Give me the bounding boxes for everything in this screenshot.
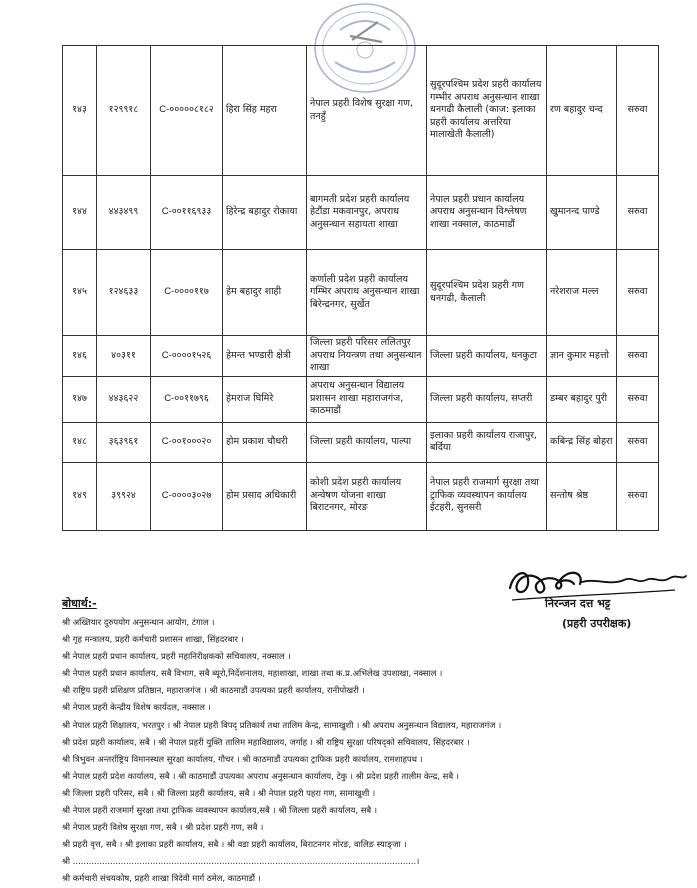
code-id-cell: C-००१०००२० — [151, 422, 223, 462]
cc-recipient-line: श्री राष्ट्रिय प्रहरी प्रशिक्षण प्रतिष्ठान, महाराजगंज । श्री काठमाडौं उपत्यका प्रहरी कार्यालय, रानीपोखरी । — [62, 685, 365, 696]
current-office-cell: अपराध अनुसन्धान विद्यालय प्रशासन शाखा महाराजगंज, काठमाडौं — [307, 376, 427, 422]
table-row — [63, 250, 659, 336]
cc-recipient-line: श्री नेपाल प्रहरी राजमार्ग सुरक्षा तथा ट्राफिक व्यवस्थापन कार्यालय,सबै । श्री जिल्ला प्रहरी कार्यालय, सबै । — [62, 805, 377, 816]
serial-number-cell: १४८ — [63, 422, 97, 462]
replacement-cell: खुमानन्द पाण्डे — [547, 176, 617, 250]
new-office-cell: सुदूरपश्चिम प्रदेश प्रहरी कार्यालय गम्भीर अपराध अनुसन्धान शाखा धनगढी कैलाली (काज: इलाका प्रहरी कार्यालय अत्तरिया मालाखेती कैलाली) — [427, 46, 547, 176]
remark-cell: सरुवा — [617, 376, 659, 422]
replacement-cell: सन्तोष श्रेष्ठ — [547, 462, 617, 530]
name-cell: हेमराज घिमिरे — [223, 376, 307, 422]
current-office-cell: बागमती प्रदेश प्रहरी कार्यालय हेटौंडा मकवानपुर, अपराध अनुसन्धान सहायता शाखा — [307, 176, 427, 250]
cc-recipient-line: श्री जिल्ला प्रहरी परिसर, सबै । श्री जिल्ला प्रहरी कार्यालय, सबै । श्री नेपाल प्रहरी पहरा गण, सामाखुशी । — [62, 787, 376, 798]
police-number-cell: ४०३११ — [97, 336, 151, 377]
replacement-cell: कबिन्द्र सिंह बोहरा — [547, 422, 617, 462]
current-office-cell: कर्णाली प्रदेश प्रहरी कार्यालय गम्भिर अपराध अनुसन्धान शाखा बिरेन्द्रनगर, सुर्खेत — [307, 250, 427, 336]
code-id-cell: C-०००००८१८२ — [151, 46, 223, 176]
cc-heading: बोधार्थ:- — [62, 597, 97, 610]
cc-recipient-line: श्री नेपाल प्रहरी प्रदेश कार्यालय, सबै । श्री काठमाडौं उपत्यका अपराध अनुसन्धान कार्यालय, टेकु । श्री प्रदेश प्रहरी तालीम केन्द्र, सबै । — [62, 770, 459, 781]
code-id-cell: C-००००११७ — [151, 250, 223, 336]
serial-number-cell: १४५ — [63, 250, 97, 336]
code-id-cell: C-००००१५२६ — [151, 336, 223, 377]
new-office-cell: नेपाल प्रहरी राजमार्ग सुरक्षा तथा ट्राफिक व्यवस्थापन कार्यालय ईटहरी, सुनसरी — [427, 462, 547, 530]
table-row — [63, 462, 659, 530]
serial-number-cell: १४६ — [63, 336, 97, 377]
name-cell: होम प्रकाश चौधरी — [223, 422, 307, 462]
remark-cell: सरुवा — [617, 462, 659, 530]
name-cell: हिरेन्द्र बहादुर रोकाया — [223, 176, 307, 250]
cc-recipient-line: श्री नेपाल प्रहरी विशेष सुरक्षा गण, सबै । श्री प्रदेश प्रहरी गण, सबै । — [62, 822, 264, 833]
serial-number-cell: १४३ — [63, 46, 97, 176]
name-cell: हिरा सिंह महरा — [223, 46, 307, 176]
replacement-cell: रण बहादुर चन्द — [547, 46, 617, 176]
new-office-cell: नेपाल प्रहरी प्रधान कार्यालय अपराध अनुसन्धान विश्लेषण शाखा नक्साल, काठमाडौं — [427, 176, 547, 250]
cc-recipient-line: श्री अख्तियार दुरुपयोग अनुसन्धान आयोग, टंगाल । — [62, 617, 215, 627]
cc-recipient-line: श्री प्रहरी वृत्त, सबै । श्री इलाका प्रहरी कार्यालय, सबै । श्री वडा प्रहरी कार्यालय, बिराटनगर मोरङ, वालिङ स्याङ्जा । — [62, 839, 407, 850]
code-id-cell: C-००११६९३३ — [151, 176, 223, 250]
police-number-cell: ३९९२४ — [97, 462, 151, 530]
replacement-cell: डम्बर बहादुर पुरी — [547, 376, 617, 422]
new-office-cell: जिल्ला प्रहरी कार्यालय, सप्तरी — [427, 376, 547, 422]
new-office-cell: जिल्ला प्रहरी कार्यालय, धनकुटा — [427, 336, 547, 377]
name-cell: हेमन्त भण्डारी क्षेत्री — [223, 336, 307, 377]
serial-number-cell: १४७ — [63, 376, 97, 422]
remark-cell: सरुवा — [617, 336, 659, 377]
table-row — [63, 422, 659, 462]
remark-cell: सरुवा — [617, 46, 659, 176]
police-number-cell: ४४३६२२ — [97, 376, 151, 422]
name-cell: हेम बहादुर शाही — [223, 250, 307, 336]
current-office-cell: जिल्ला प्रहरी कार्यालय, पाल्पा — [307, 422, 427, 462]
current-office-cell: कोशी प्रदेश प्रहरी कार्यालय अन्वेषण योजना शाखा बिराटनगर, मोरङ — [307, 462, 427, 530]
cc-recipient-line: श्री नेपाल प्रहरी प्रधान कार्यालय, सबै विभाग, सबै ब्यूरो,निर्देशनालय, महाशाखा, शाखा तथा क.प्र.अभिलेख उपशाखा, नक्साल । — [62, 668, 443, 679]
current-office-cell: जिल्ला प्रहरी परिसर ललितपुर अपराध नियन्त्रण तथा अनुसन्धान शाखा — [307, 336, 427, 377]
serial-number-cell: १४९ — [63, 462, 97, 530]
code-id-cell: C-००००३०२७ — [151, 462, 223, 530]
name-cell: होम प्रसाद अधिकारी — [223, 462, 307, 530]
new-office-cell: इलाका प्रहरी कार्यालय राजापुर, बर्दिया — [427, 422, 547, 462]
police-number-cell: ४४३४९९ — [97, 176, 151, 250]
table-row — [63, 176, 659, 250]
replacement-cell: ज्ञान कुमार महत्तो — [547, 336, 617, 377]
code-id-cell: C-००११७९६ — [151, 376, 223, 422]
replacement-cell: नरेशराज मल्ल — [547, 250, 617, 336]
transfer-table — [62, 45, 659, 531]
cc-recipient-line: श्री प्रदेश प्रहरी कार्यालय, सबै । श्री नेपाल प्रहरी युक्ति तालिम महाविद्यालय, जर्गाह । श्री राष्ट्रिय सुरक्षा परिषद्को सचिवालय, सिंहदरबार । — [62, 736, 470, 747]
current-office-cell: नेपाल प्रहरी विशेष सुरक्षा गण, तनहुँ — [307, 46, 427, 176]
cc-recipient-line: श्री .................................................................................................................................। — [62, 856, 420, 867]
cc-recipient-line: श्री नेपाल प्रहरी प्रधान कार्यालय, प्रहरी महानिरीक्षकको सचिवालय, नक्साल । — [62, 651, 291, 662]
police-number-cell: ३६३९६१ — [97, 422, 151, 462]
signer-title: (प्रहरी उपरीक्षक) — [562, 617, 632, 630]
cc-recipient-line: श्री कर्मचारी संचयकोष, प्रहरी शाखा त्रिदेवी मार्ग ठमेल, काठमाडौं । — [62, 873, 261, 884]
remark-cell: सरुवा — [617, 250, 659, 336]
remark-cell: सरुवा — [617, 176, 659, 250]
cc-recipient-line: श्री नेपाल प्रहरी शिक्षालय, भरतपुर । श्री नेपाल प्रहरी विपद् प्रतिकार्य तथा तालिम केन्द्र, सामाखुशी । श्री अपराध अनुसन्धान विद्यालय, महाराजगंज । — [62, 719, 502, 730]
signer-name: निरन्जन दत्त भट्ट — [545, 597, 611, 610]
table-row — [63, 46, 659, 176]
new-office-cell: सुदूरपश्चिम प्रदेश प्रहरी गण धनगढी, कैलाली — [427, 250, 547, 336]
cc-recipient-list — [62, 614, 692, 888]
table-row — [63, 336, 659, 377]
remark-cell: सरुवा — [617, 422, 659, 462]
cc-recipient-line: श्री त्रिभुवन अन्तर्राष्ट्रिय विमानस्थल सुरक्षा कार्यालय, गौचर । श्री काठमाडौं उपत्यका ट्राफिक प्रहरी कार्यालय, रामशाहपथ । — [62, 753, 423, 764]
serial-number-cell: १४४ — [63, 176, 97, 250]
police-number-cell: १२९९१८ — [97, 46, 151, 176]
police-number-cell: १२४६३३ — [97, 250, 151, 336]
cc-recipient-line: श्री नेपाल प्रहरी केन्द्रीय विशेष कार्यदल, नक्साल । — [62, 702, 211, 713]
table-row — [63, 376, 659, 422]
cc-recipient-line: श्री गृह मन्त्रालय, प्रहरी कर्मचारी प्रशासन शाखा, सिंहदरबार । — [62, 634, 244, 645]
